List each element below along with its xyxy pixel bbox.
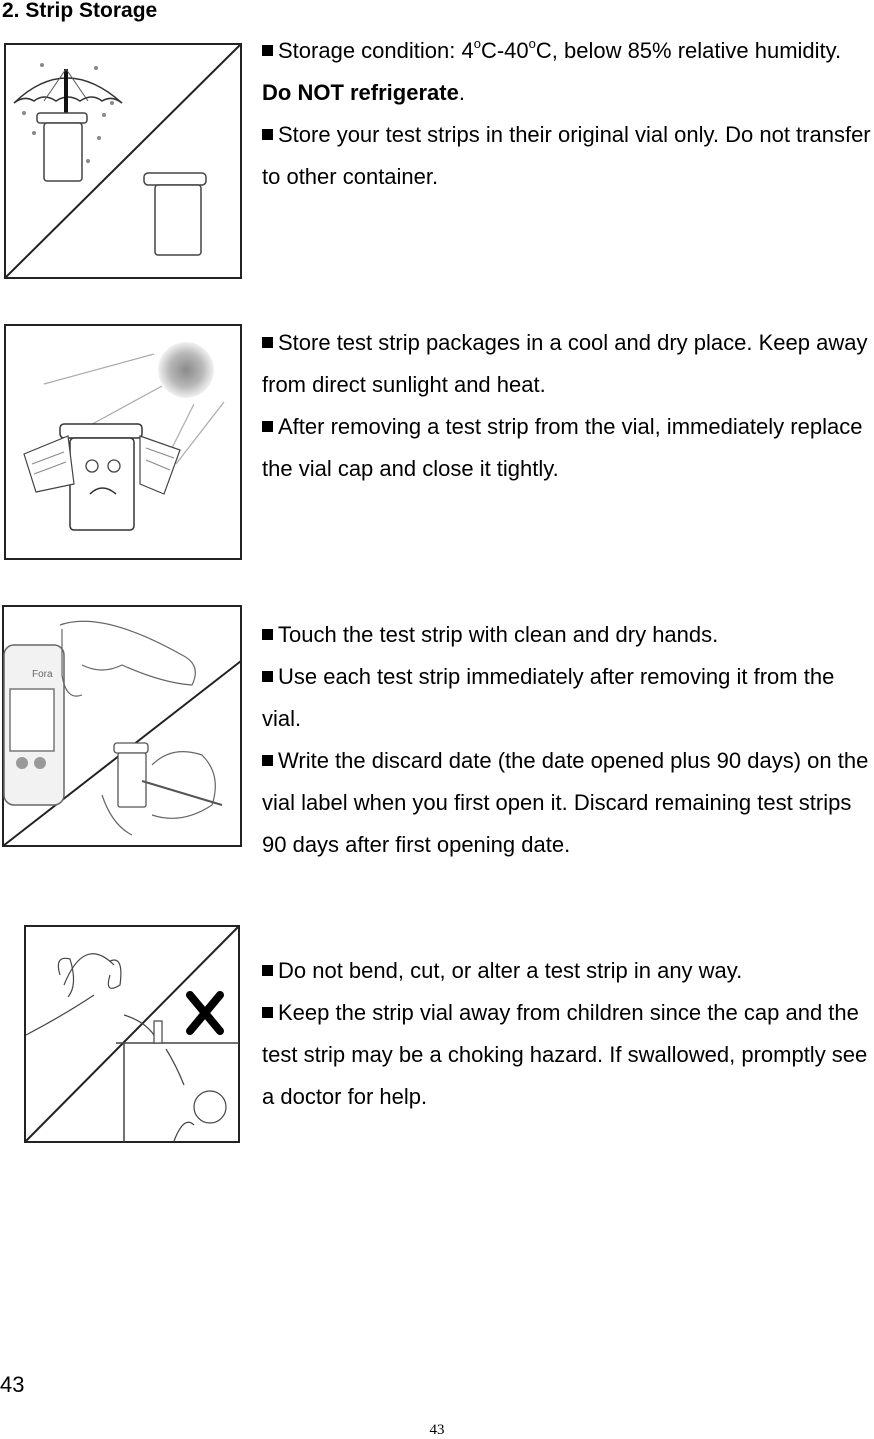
square-bullet-icon (262, 421, 273, 432)
bullet-item: Touch the test strip with clean and dry hands. (262, 614, 874, 656)
wet-vial-icon (37, 113, 87, 181)
bullet-item: Storage condition: 4$^o$C-40$^o$C, below 85% relative humidity. Do NOT refrigerate. (262, 35, 842, 105)
figure-hands-meter (2, 605, 242, 847)
figure-humidity-storage (4, 43, 242, 279)
bullet-item: Store test strip packages in a cool and dry place. Keep away from direct sunlight and heat. (262, 330, 868, 397)
text-block (262, 30, 874, 198)
figure-sunlight-heat (4, 324, 242, 560)
figure-child-hazard (24, 925, 240, 1143)
square-bullet-icon (262, 755, 273, 766)
bullet-item: Do not bend, cut, or alter a test strip in any way. (262, 950, 874, 992)
square-bullet-icon (262, 337, 273, 348)
page-number: 43 (0, 1372, 25, 1397)
sun-icon (158, 342, 214, 398)
square-bullet-icon (262, 129, 273, 140)
square-bullet-icon (262, 671, 273, 682)
meter-brand-label: Fora (32, 669, 53, 680)
square-bullet-icon (262, 629, 273, 640)
text-block (262, 950, 874, 1118)
square-bullet-icon (262, 1007, 273, 1018)
bullet-item: Store your test strips in their original vial only. Do not transfer to other container. (262, 122, 871, 189)
bullet-item: Keep the strip vial away from children since the cap and the test strip may be a choking hazard. If swallowed, promptly see a doctor for help. (262, 1000, 868, 1109)
bullet-item: Write the discard date (the date opened plus 90 days) on the vial label when you first open it. Discard remaining test strips 90 days after first opening date. (262, 748, 869, 857)
bullet-item: Use each test strip immediately after removing it from the vial. (262, 664, 835, 731)
text-block (262, 614, 874, 866)
square-bullet-icon (262, 45, 273, 56)
text-block (262, 322, 874, 490)
section-title: 2. Strip Storage (2, 0, 158, 22)
glucose-meter-icon (4, 645, 64, 805)
bullet-item: After removing a test strip from the vial, immediately replace the vial cap and close it tightly. (262, 414, 863, 481)
vial-icon (114, 743, 148, 807)
footer-page-number: 43 (429, 1422, 445, 1438)
vial-icon (154, 1021, 162, 1043)
square-bullet-icon (262, 965, 273, 976)
